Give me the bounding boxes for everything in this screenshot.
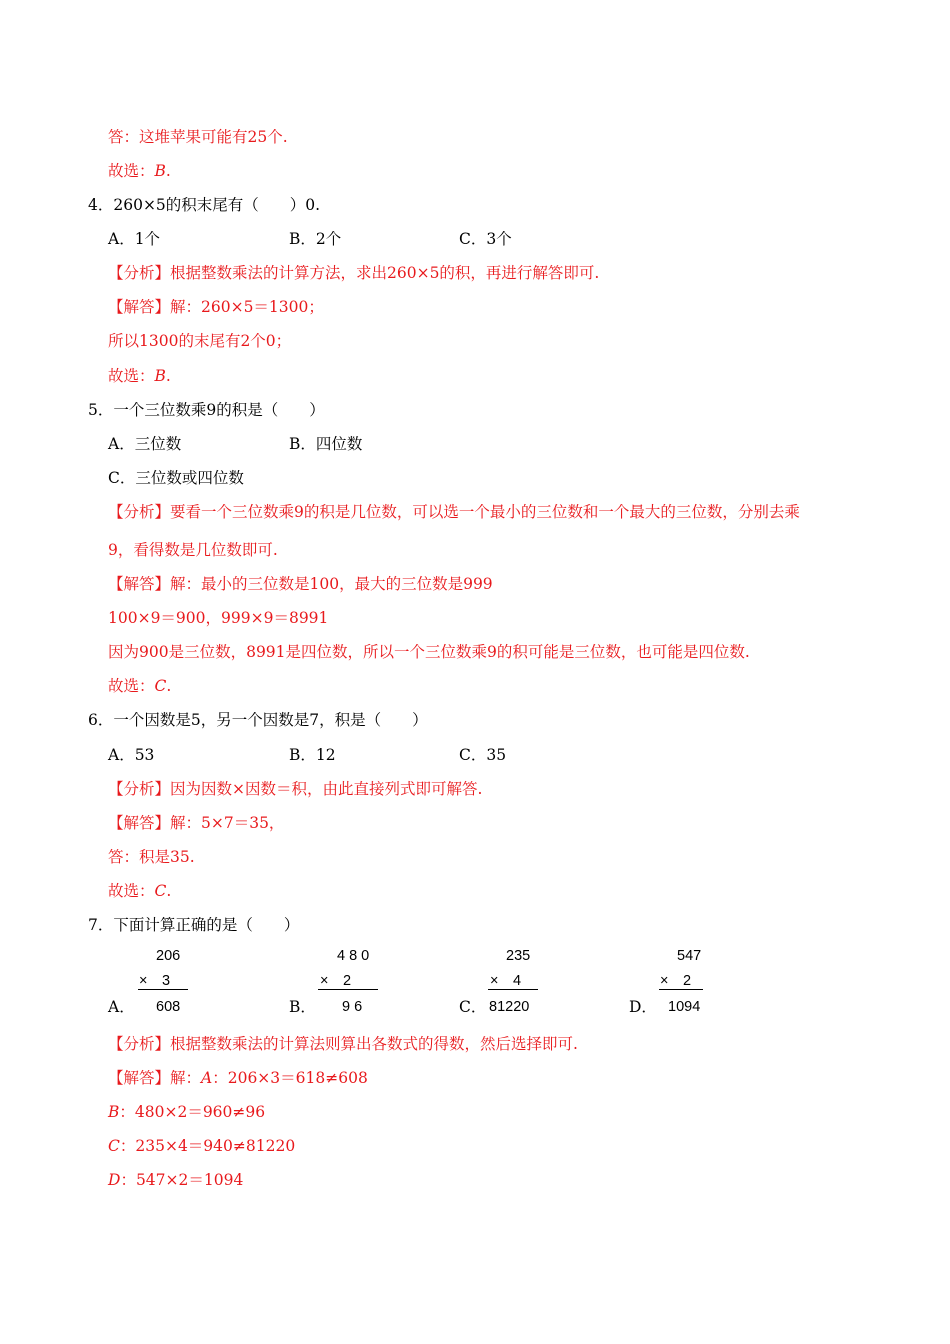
q7-question: 7．下面计算正确的是（ ） (88, 916, 300, 934)
q6-analysis: 【分析】因为因数×因数＝积，由此直接列式即可解答. (108, 780, 483, 798)
q7-option-b-mult: × 2 (320, 973, 352, 989)
q7-option-a-result: 608 (156, 999, 181, 1015)
q5-choice: 故选：C. (108, 677, 172, 695)
q4-option-c: C．3个 (459, 230, 512, 248)
q5-solution-line: 【解答】解：最小的三位数是100，最大的三位数是999 (108, 575, 493, 593)
q4-question: 4．260×5的积末尾有（ ）0. (88, 196, 321, 214)
q7-option-a-line (138, 989, 188, 990)
q6-option-b: B．12 (289, 746, 336, 764)
q7-solution-line: B：480×2＝960≠96 (108, 1103, 266, 1121)
q7-option-d-result: 1094 (668, 999, 701, 1015)
q7-option-c-top: 235 (506, 948, 531, 964)
q7-option-d-line (659, 989, 703, 990)
q6-solution-line: 【解答】解：5×7＝35， (108, 814, 285, 832)
q4-solution-line: 【解答】解：260×5＝1300； (108, 298, 324, 316)
q7-option-a-top: 206 (156, 948, 181, 964)
q7-option-b-line (318, 989, 378, 990)
prev-choice: 故选：B. (108, 162, 171, 180)
q6-question: 6．一个因数是5，另一个因数是7，积是（ ） (88, 711, 428, 729)
q4-option-b: B．2个 (289, 230, 342, 248)
q7-option-a-mult: × 3 (139, 973, 171, 989)
q7-option-c-label: C． (459, 998, 487, 1016)
q7-option-b-label: B． (289, 998, 316, 1016)
prev-answer: 答：这堆苹果可能有25个. (108, 128, 288, 146)
q7-option-d-top: 547 (677, 948, 702, 964)
q7-option-b-result: 9 6 (342, 999, 363, 1015)
q7-solution-line: C：235×4＝940≠81220 (108, 1137, 296, 1155)
q5-option-c: C．三位数或四位数 (108, 469, 244, 487)
q5-solution-line: 因为900是三位数，8991是四位数，所以一个三位数乘9的积可能是三位数，也可能是四位数. (108, 643, 750, 661)
q5-solution-line: 100×9＝900，999×9＝8991 (108, 609, 329, 627)
q4-option-a: A．1个 (108, 230, 161, 248)
q7-option-b-top: 4 8 0 (337, 948, 370, 964)
q7-solution-line: D：547×2＝1094 (108, 1171, 244, 1189)
q7-option-c-mult: × 4 (490, 973, 522, 989)
q4-solution-line: 所以1300的末尾有2个0； (108, 332, 292, 350)
q5-option-a: A．三位数 (108, 435, 182, 453)
q6-choice: 故选：C. (108, 882, 172, 900)
q7-option-c-line (488, 989, 538, 990)
q4-choice: 故选：B. (108, 367, 171, 385)
q4-analysis: 【分析】根据整数乘法的计算方法，求出260×5的积，再进行解答即可. (108, 264, 600, 282)
q7-option-d-label: D． (629, 998, 657, 1016)
q7-option-c-result: 81220 (489, 999, 530, 1015)
q5-option-b: B．四位数 (289, 435, 363, 453)
q5-analysis: 【分析】要看一个三位数乘9的积是几位数，可以选一个最小的三位数和一个最大的三位数，分别去乘 (108, 503, 800, 521)
q7-analysis: 【分析】根据整数乘法的计算法则算出各数式的得数，然后选择即可. (108, 1035, 578, 1053)
q5-question: 5．一个三位数乘9的积是（ ） (88, 401, 325, 419)
q7-option-a-label: A． (108, 998, 135, 1016)
q5-analysis: 9，看得数是几位数即可. (108, 541, 278, 559)
q6-option-c: C．35 (459, 746, 507, 764)
q7-option-d-mult: × 2 (660, 973, 692, 989)
q6-solution-line: 答：积是35. (108, 848, 195, 866)
q7-solution-line: 【解答】解：A：206×3＝618≠608 (108, 1069, 368, 1087)
q6-option-a: A．53 (108, 746, 155, 764)
